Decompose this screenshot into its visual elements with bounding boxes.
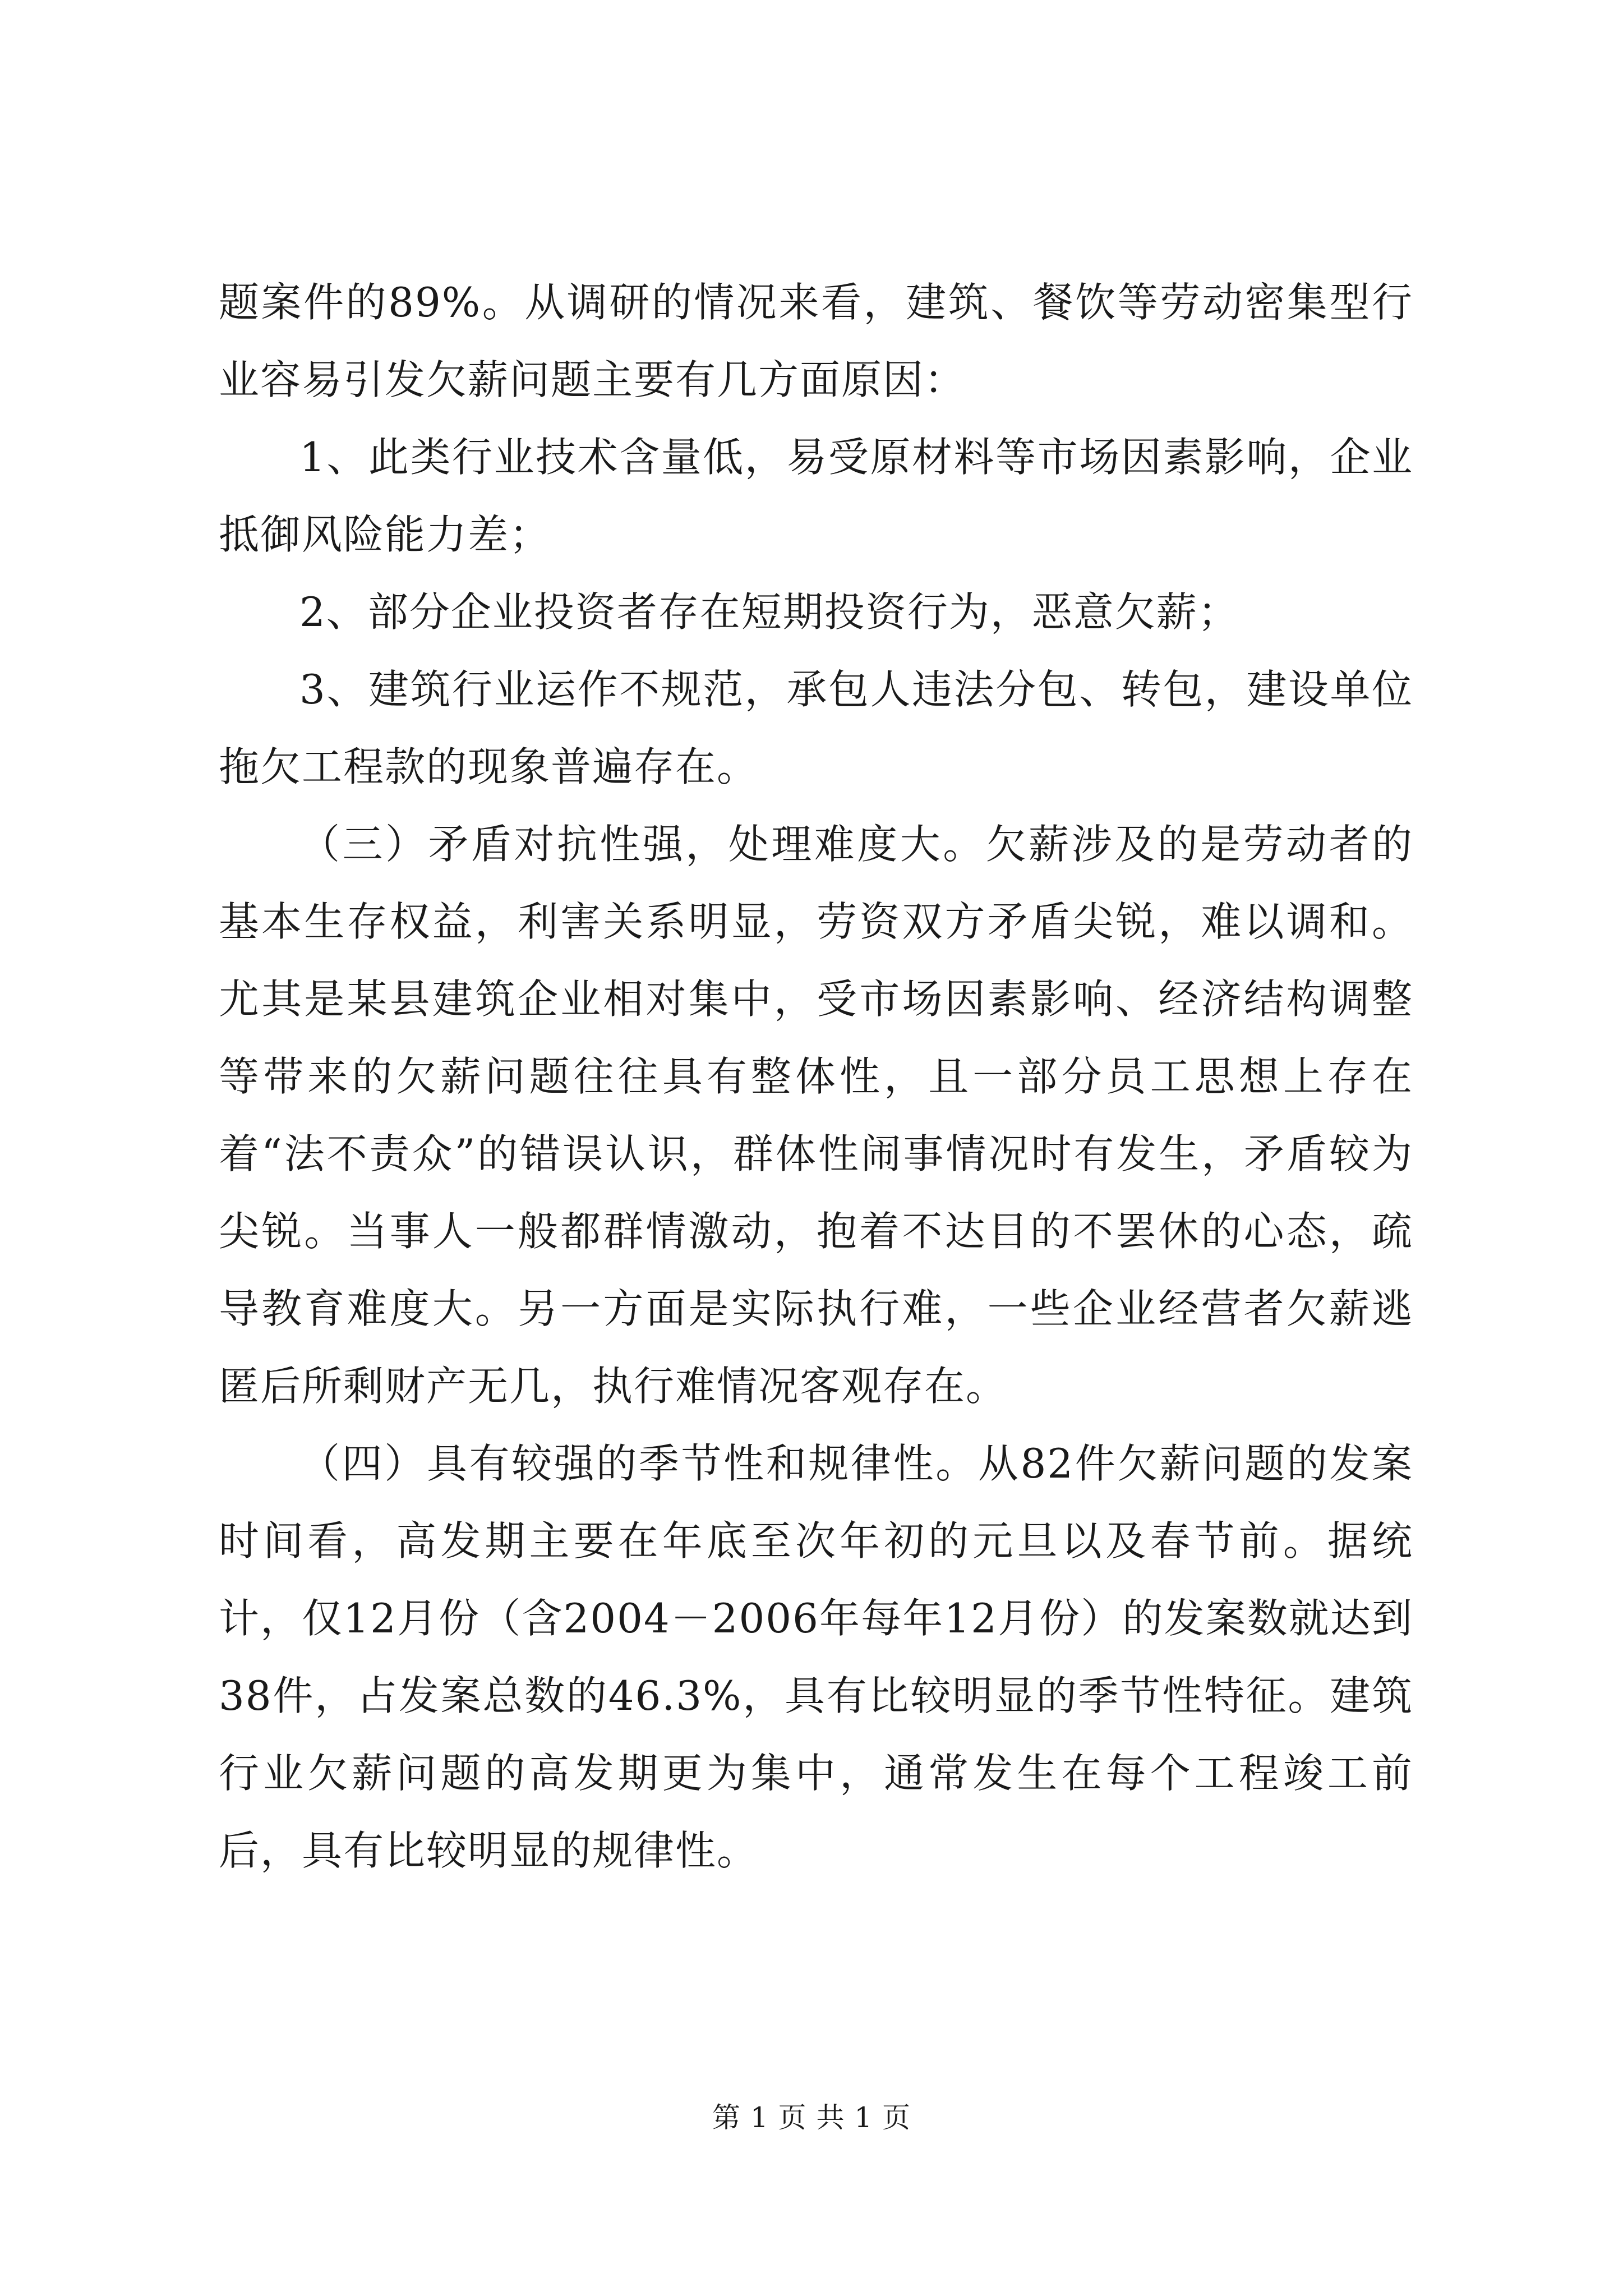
- paragraph-cause-1: 1、此类行业技术含量低，易受原材料等市场因素影响，企业抵御风险能力差；: [219, 434, 1413, 558]
- paragraph-section-four: （四）具有较强的季节性和规律性。从82件欠薪问题的发案时间看，高发期主要在年底至次年初的元旦以及春节前。据统计，仅12月份（含2004－2006年每年12月份）的发案数就达到38件，占发案总数的46.3%，具有比较明显的季节性特征。建筑行业欠薪问题的高发期更为集中，通常发生在每个工程竣工前后，具有比较明显的规律性。: [219, 1440, 1413, 1874]
- paragraph-section-three: （三）矛盾对抗性强，处理难度大。欠薪涉及的是劳动者的基本生存权益，利害关系明显，劳资双方矛盾尖锐，难以调和。尤其是某县建筑企业相对集中，受市场因素影响、经济结构调整等带来的欠薪问题往往具有整体性，且一部分员工思想上存在着“法不责众”的错误认识，群体性闹事情况时有发生，矛盾较为尖锐。当事人一般都群情激动，抱着不达目的不罢休的心态，疏导教育难度大。另一方面是实际执行难，一些企业经营者欠薪逃匿后所剩财产无几，执行难情况客观存在。: [219, 821, 1413, 1410]
- paragraph-causes-intro: 题案件的89%。从调研的情况来看，建筑、餐饮等劳动密集型行业容易引发欠薪问题主要有几方面原因：: [219, 279, 1413, 403]
- paragraph-cause-3: 3、建筑行业运作不规范，承包人违法分包、转包，建设单位拖欠工程款的现象普遍存在。: [219, 666, 1413, 790]
- document-body: [219, 264, 1413, 1889]
- paragraph-cause-2: 2、部分企业投资者存在短期投资行为，恶意欠薪；: [299, 588, 1239, 636]
- page-footer: 第 1 页 共 1 页: [712, 2101, 911, 2134]
